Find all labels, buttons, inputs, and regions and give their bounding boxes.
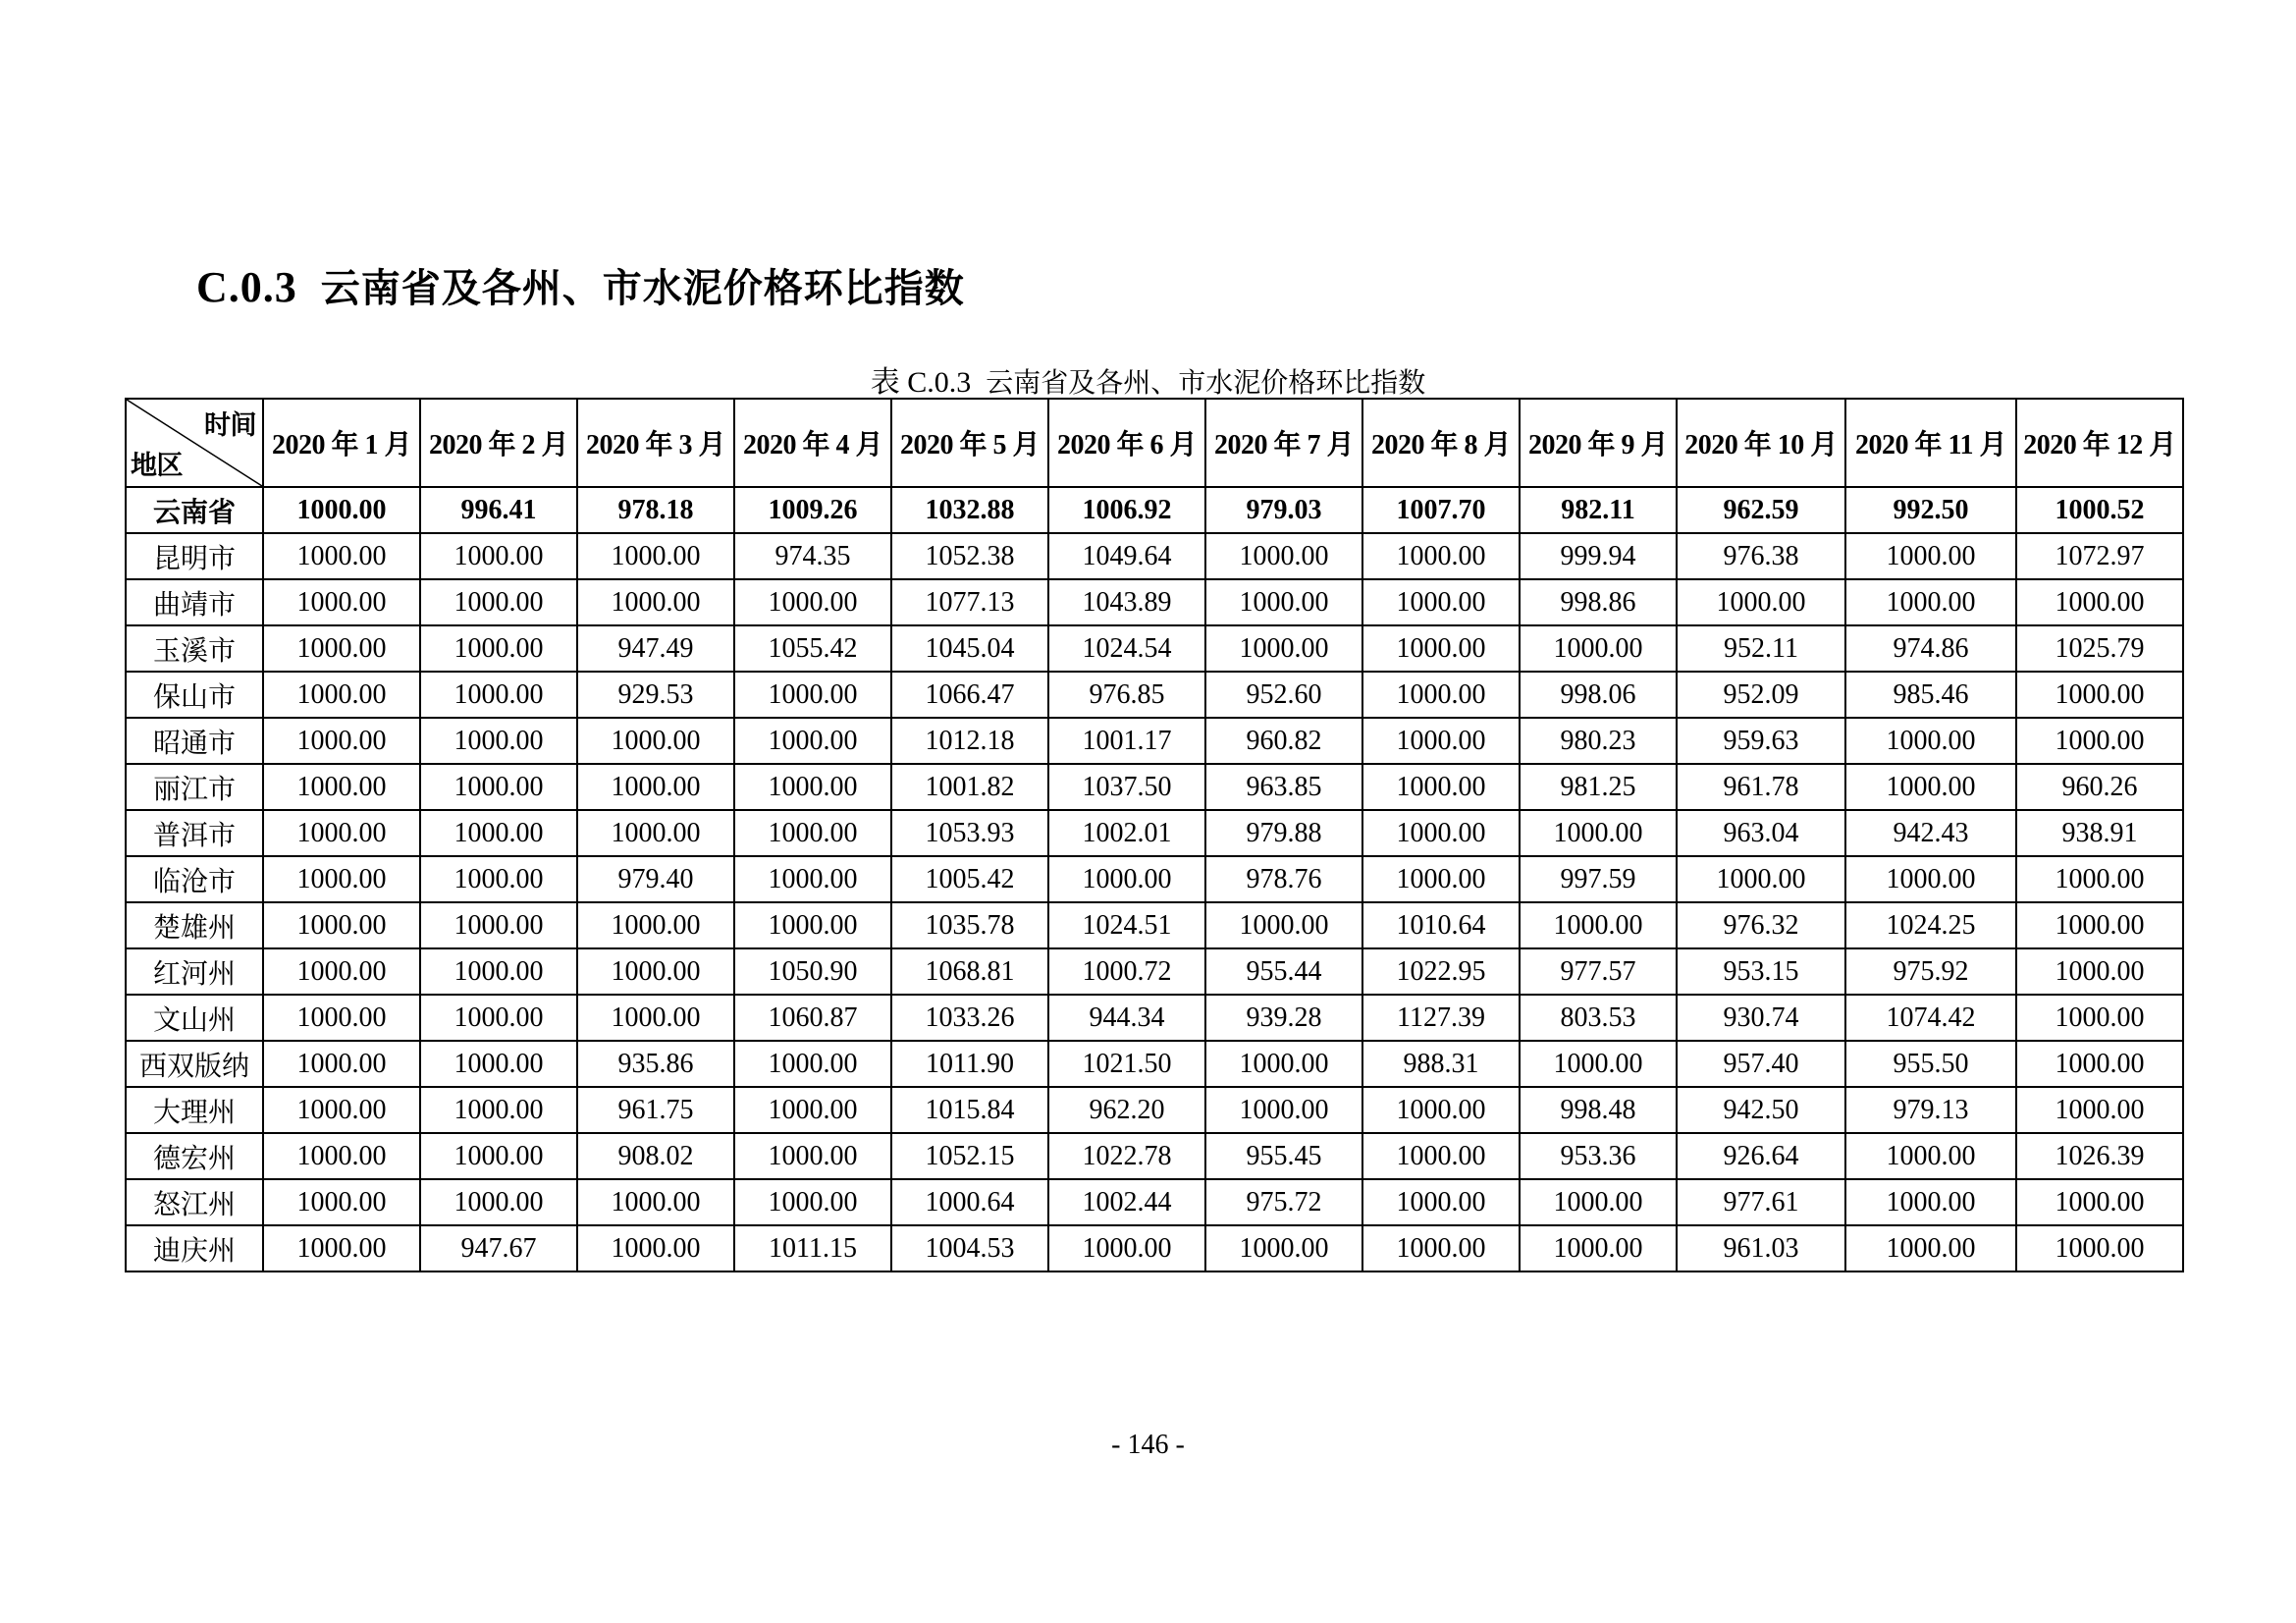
corner-time-label: 时间 [204, 410, 256, 441]
column-header: 2020 年 9 月 [1520, 399, 1677, 487]
index-value-cell: 1000.00 [577, 533, 734, 579]
index-value-cell: 996.41 [420, 487, 577, 533]
index-value-cell: 1000.00 [1845, 579, 2016, 625]
index-value-cell: 952.60 [1205, 672, 1362, 718]
index-value-cell: 1000.00 [1845, 718, 2016, 764]
index-value-cell: 998.86 [1520, 579, 1677, 625]
index-value-cell: 953.15 [1677, 948, 1845, 995]
index-value-cell: 1033.26 [891, 995, 1048, 1041]
index-value-cell: 960.82 [1205, 718, 1362, 764]
index-value-cell: 1000.00 [2016, 579, 2183, 625]
index-value-cell: 955.44 [1205, 948, 1362, 995]
section-title: 云南省及各州、市水泥价格环比指数 [320, 266, 965, 311]
index-value-cell: 1000.00 [1362, 718, 1520, 764]
index-value-cell: 1000.00 [1845, 856, 2016, 902]
index-value-cell: 1000.00 [263, 1179, 420, 1225]
index-value-cell: 1000.00 [1205, 625, 1362, 672]
index-value-cell: 1000.00 [420, 948, 577, 995]
index-value-cell: 998.06 [1520, 672, 1677, 718]
table-row [126, 1179, 2183, 1225]
index-value-cell: 1000.00 [420, 1041, 577, 1087]
index-value-cell: 961.03 [1677, 1225, 1845, 1271]
index-value-cell: 997.59 [1520, 856, 1677, 902]
index-value-cell: 1000.00 [2016, 1041, 2183, 1087]
column-header: 2020 年 5 月 [891, 399, 1048, 487]
index-value-cell: 803.53 [1520, 995, 1677, 1041]
index-value-cell: 1000.00 [263, 995, 420, 1041]
region-cell: 曲靖市 [126, 579, 263, 625]
index-value-cell: 1000.00 [1205, 1041, 1362, 1087]
index-value-cell: 942.43 [1845, 810, 2016, 856]
index-value-cell: 1000.00 [263, 1041, 420, 1087]
index-value-cell: 1000.00 [1362, 533, 1520, 579]
index-value-cell: 975.72 [1205, 1179, 1362, 1225]
index-value-cell: 1068.81 [891, 948, 1048, 995]
table-caption-prefix: 表 C.0.3 [870, 366, 972, 399]
index-value-cell: 1010.64 [1362, 902, 1520, 948]
table-row [126, 1133, 2183, 1179]
region-cell: 红河州 [126, 948, 263, 995]
table-row [126, 810, 2183, 856]
index-value-cell: 935.86 [577, 1041, 734, 1087]
index-value-cell: 1000.00 [577, 948, 734, 995]
index-value-cell: 1000.00 [2016, 1225, 2183, 1271]
index-value-cell: 952.11 [1677, 625, 1845, 672]
index-value-cell: 1000.00 [734, 579, 891, 625]
table-row [126, 995, 2183, 1041]
index-value-cell: 1000.00 [577, 718, 734, 764]
index-value-cell: 1015.84 [891, 1087, 1048, 1133]
index-value-cell: 961.75 [577, 1087, 734, 1133]
index-value-cell: 1000.00 [577, 995, 734, 1041]
table-row [126, 948, 2183, 995]
index-value-cell: 1000.00 [1520, 902, 1677, 948]
index-value-cell: 1011.15 [734, 1225, 891, 1271]
index-value-cell: 1000.00 [1845, 1179, 2016, 1225]
index-value-cell: 938.91 [2016, 810, 2183, 856]
index-value-cell: 1000.00 [263, 856, 420, 902]
region-cell: 玉溪市 [126, 625, 263, 672]
index-value-cell: 978.76 [1205, 856, 1362, 902]
index-value-cell: 1000.00 [734, 764, 891, 810]
page-number: - 146 - [1111, 1430, 1185, 1460]
index-value-cell: 959.63 [1677, 718, 1845, 764]
index-value-cell: 977.57 [1520, 948, 1677, 995]
index-value-cell: 1000.00 [1362, 625, 1520, 672]
index-value-cell: 1000.00 [1362, 579, 1520, 625]
index-value-cell: 1000.00 [420, 1087, 577, 1133]
index-value-cell: 1022.95 [1362, 948, 1520, 995]
index-value-cell: 1006.92 [1048, 487, 1205, 533]
index-value-cell: 999.94 [1520, 533, 1677, 579]
index-value-cell: 1000.00 [420, 856, 577, 902]
index-value-cell: 1022.78 [1048, 1133, 1205, 1179]
index-value-cell: 1000.00 [263, 902, 420, 948]
index-value-cell: 1049.64 [1048, 533, 1205, 579]
index-value-cell: 1060.87 [734, 995, 891, 1041]
index-value-cell: 1011.90 [891, 1041, 1048, 1087]
index-value-cell: 1000.00 [2016, 1179, 2183, 1225]
index-value-cell: 998.48 [1520, 1087, 1677, 1133]
index-value-cell: 1012.18 [891, 718, 1048, 764]
column-header: 2020 年 1 月 [263, 399, 420, 487]
column-header: 2020 年 10 月 [1677, 399, 1845, 487]
index-value-cell: 979.03 [1205, 487, 1362, 533]
region-cell: 楚雄州 [126, 902, 263, 948]
index-value-cell: 1000.00 [1362, 1133, 1520, 1179]
index-value-cell: 1000.00 [1845, 533, 2016, 579]
index-value-cell: 1037.50 [1048, 764, 1205, 810]
index-value-cell: 979.88 [1205, 810, 1362, 856]
index-value-cell: 1000.00 [1205, 533, 1362, 579]
index-value-cell: 1000.00 [1845, 1225, 2016, 1271]
index-value-cell: 1000.00 [734, 856, 891, 902]
index-value-cell: 1000.00 [2016, 718, 2183, 764]
index-value-cell: 1000.00 [1362, 1225, 1520, 1271]
region-cell: 怒江州 [126, 1179, 263, 1225]
index-value-cell: 1024.54 [1048, 625, 1205, 672]
index-value-cell: 1077.13 [891, 579, 1048, 625]
column-header: 2020 年 4 月 [734, 399, 891, 487]
index-value-cell: 976.38 [1677, 533, 1845, 579]
index-value-cell: 1000.52 [2016, 487, 2183, 533]
index-value-cell: 957.40 [1677, 1041, 1845, 1087]
price-index-table [125, 398, 2184, 1272]
table-row [126, 533, 2183, 579]
index-value-cell: 1025.79 [2016, 625, 2183, 672]
table-row [126, 1087, 2183, 1133]
index-value-cell: 1000.00 [420, 672, 577, 718]
index-value-cell: 975.92 [1845, 948, 2016, 995]
index-value-cell: 1000.00 [1677, 856, 1845, 902]
index-value-cell: 1000.00 [1205, 579, 1362, 625]
index-value-cell: 1000.00 [1048, 856, 1205, 902]
index-value-cell: 1000.00 [1520, 625, 1677, 672]
index-value-cell: 1000.00 [1845, 764, 2016, 810]
index-value-cell: 1000.00 [2016, 995, 2183, 1041]
region-cell: 西双版纳 [126, 1041, 263, 1087]
region-cell: 德宏州 [126, 1133, 263, 1179]
index-value-cell: 942.50 [1677, 1087, 1845, 1133]
table-row [126, 764, 2183, 810]
index-value-cell: 1000.00 [263, 764, 420, 810]
index-value-cell: 976.32 [1677, 902, 1845, 948]
index-value-cell: 1004.53 [891, 1225, 1048, 1271]
index-value-cell: 1000.00 [2016, 902, 2183, 948]
table-row-province [126, 487, 2183, 533]
index-value-cell: 980.23 [1520, 718, 1677, 764]
index-value-cell: 1000.00 [1205, 1225, 1362, 1271]
index-value-cell: 974.86 [1845, 625, 2016, 672]
index-value-cell: 1000.00 [1205, 902, 1362, 948]
index-value-cell: 1000.00 [1362, 764, 1520, 810]
region-cell: 丽江市 [126, 764, 263, 810]
index-value-cell: 1000.00 [734, 718, 891, 764]
index-value-cell: 1050.90 [734, 948, 891, 995]
index-value-cell: 1000.00 [2016, 1087, 2183, 1133]
index-value-cell: 1024.25 [1845, 902, 2016, 948]
index-value-cell: 1000.00 [420, 810, 577, 856]
index-value-cell: 976.85 [1048, 672, 1205, 718]
index-value-cell: 1000.00 [420, 764, 577, 810]
index-value-cell: 977.61 [1677, 1179, 1845, 1225]
index-value-cell: 1000.00 [1520, 1179, 1677, 1225]
index-value-cell: 929.53 [577, 672, 734, 718]
index-value-cell: 947.49 [577, 625, 734, 672]
table-caption [0, 357, 2296, 401]
index-value-cell: 1007.70 [1362, 487, 1520, 533]
index-value-cell: 961.78 [1677, 764, 1845, 810]
table-body [126, 487, 2183, 1271]
index-value-cell: 1000.00 [263, 533, 420, 579]
corner-header [126, 399, 263, 487]
index-value-cell: 1072.97 [2016, 533, 2183, 579]
index-value-cell: 985.46 [1845, 672, 2016, 718]
column-header: 2020 年 8 月 [1362, 399, 1520, 487]
index-value-cell: 1000.00 [263, 718, 420, 764]
index-value-cell: 1000.72 [1048, 948, 1205, 995]
index-value-cell: 1000.00 [1520, 1225, 1677, 1271]
index-value-cell: 1000.00 [1362, 1179, 1520, 1225]
region-cell: 文山州 [126, 995, 263, 1041]
index-value-cell: 953.36 [1520, 1133, 1677, 1179]
index-value-cell: 1000.00 [263, 672, 420, 718]
index-value-cell: 1002.01 [1048, 810, 1205, 856]
region-cell: 保山市 [126, 672, 263, 718]
column-header: 2020 年 2 月 [420, 399, 577, 487]
index-value-cell: 1000.00 [734, 672, 891, 718]
index-value-cell: 1001.17 [1048, 718, 1205, 764]
index-value-cell: 1000.00 [420, 625, 577, 672]
index-value-cell: 1000.00 [2016, 948, 2183, 995]
column-header: 2020 年 7 月 [1205, 399, 1362, 487]
index-value-cell: 1055.42 [734, 625, 891, 672]
region-cell: 昭通市 [126, 718, 263, 764]
index-value-cell: 1000.00 [263, 1087, 420, 1133]
index-value-cell: 1002.44 [1048, 1179, 1205, 1225]
index-value-cell: 1024.51 [1048, 902, 1205, 948]
index-value-cell: 939.28 [1205, 995, 1362, 1041]
corner-region-label: 地区 [131, 451, 183, 481]
region-cell: 云南省 [126, 487, 263, 533]
section-heading [196, 257, 965, 313]
index-value-cell: 1000.00 [420, 533, 577, 579]
index-value-cell: 1000.00 [734, 1133, 891, 1179]
index-value-cell: 944.34 [1048, 995, 1205, 1041]
index-value-cell: 930.74 [1677, 995, 1845, 1041]
index-value-cell: 1000.00 [420, 1179, 577, 1225]
column-header: 2020 年 11 月 [1845, 399, 2016, 487]
index-value-cell: 947.67 [420, 1225, 577, 1271]
index-value-cell: 1032.88 [891, 487, 1048, 533]
index-value-cell: 1000.00 [263, 948, 420, 995]
index-value-cell: 1000.00 [1845, 1133, 2016, 1179]
index-value-cell: 926.64 [1677, 1133, 1845, 1179]
index-value-cell: 1045.04 [891, 625, 1048, 672]
header-row [126, 399, 2183, 487]
index-value-cell: 1000.00 [1362, 856, 1520, 902]
index-value-cell: 981.25 [1520, 764, 1677, 810]
index-value-cell: 1127.39 [1362, 995, 1520, 1041]
index-value-cell: 1001.82 [891, 764, 1048, 810]
index-value-cell: 1053.93 [891, 810, 1048, 856]
index-value-cell: 1000.00 [577, 1179, 734, 1225]
table-row [126, 672, 2183, 718]
index-value-cell: 1000.00 [420, 579, 577, 625]
index-value-cell: 1000.00 [1362, 810, 1520, 856]
index-value-cell: 1000.00 [734, 1179, 891, 1225]
index-value-cell: 988.31 [1362, 1041, 1520, 1087]
index-value-cell: 1052.15 [891, 1133, 1048, 1179]
index-value-cell: 1000.00 [734, 1087, 891, 1133]
index-value-cell: 1000.00 [420, 995, 577, 1041]
index-value-cell: 1000.00 [1520, 810, 1677, 856]
table-caption-text: 云南省及各州、市水泥价格环比指数 [986, 366, 1426, 399]
table-row [126, 1041, 2183, 1087]
column-header: 2020 年 12 月 [2016, 399, 2183, 487]
region-cell: 昆明市 [126, 533, 263, 579]
index-value-cell: 1000.00 [263, 487, 420, 533]
index-value-cell: 1000.00 [1520, 1041, 1677, 1087]
index-value-cell: 952.09 [1677, 672, 1845, 718]
table-row [126, 625, 2183, 672]
table-row [126, 579, 2183, 625]
index-value-cell: 1000.00 [1048, 1225, 1205, 1271]
index-value-cell: 960.26 [2016, 764, 2183, 810]
index-value-cell: 1000.00 [577, 764, 734, 810]
index-value-cell: 974.35 [734, 533, 891, 579]
index-value-cell: 1000.00 [263, 1225, 420, 1271]
index-value-cell: 1035.78 [891, 902, 1048, 948]
table-row [126, 718, 2183, 764]
index-value-cell: 955.45 [1205, 1133, 1362, 1179]
index-value-cell: 1052.38 [891, 533, 1048, 579]
index-value-cell: 1000.00 [420, 718, 577, 764]
index-value-cell: 1000.00 [734, 1041, 891, 1087]
index-value-cell: 1000.00 [1362, 672, 1520, 718]
index-value-cell: 1000.64 [891, 1179, 1048, 1225]
index-value-cell: 979.40 [577, 856, 734, 902]
index-value-cell: 1000.00 [263, 810, 420, 856]
index-value-cell: 963.85 [1205, 764, 1362, 810]
index-value-cell: 1043.89 [1048, 579, 1205, 625]
index-value-cell: 1000.00 [2016, 672, 2183, 718]
index-value-cell: 1000.00 [2016, 856, 2183, 902]
region-cell: 临沧市 [126, 856, 263, 902]
index-value-cell: 955.50 [1845, 1041, 2016, 1087]
region-cell: 大理州 [126, 1087, 263, 1133]
index-value-cell: 1026.39 [2016, 1133, 2183, 1179]
index-value-cell: 1074.42 [1845, 995, 2016, 1041]
index-value-cell: 982.11 [1520, 487, 1677, 533]
index-value-cell: 1000.00 [577, 902, 734, 948]
index-value-cell: 1000.00 [1677, 579, 1845, 625]
index-value-cell: 1000.00 [577, 1225, 734, 1271]
index-value-cell: 1009.26 [734, 487, 891, 533]
index-value-cell: 1000.00 [263, 625, 420, 672]
index-value-cell: 992.50 [1845, 487, 2016, 533]
index-value-cell: 1066.47 [891, 672, 1048, 718]
region-cell: 迪庆州 [126, 1225, 263, 1271]
index-value-cell: 978.18 [577, 487, 734, 533]
index-value-cell: 963.04 [1677, 810, 1845, 856]
column-header: 2020 年 3 月 [577, 399, 734, 487]
index-value-cell: 1000.00 [577, 579, 734, 625]
index-value-cell: 1005.42 [891, 856, 1048, 902]
index-value-cell: 1000.00 [263, 579, 420, 625]
index-value-cell: 1000.00 [420, 902, 577, 948]
index-value-cell: 962.59 [1677, 487, 1845, 533]
index-value-cell: 962.20 [1048, 1087, 1205, 1133]
index-value-cell: 1000.00 [734, 902, 891, 948]
index-value-cell: 1000.00 [1205, 1087, 1362, 1133]
region-cell: 普洱市 [126, 810, 263, 856]
index-value-cell: 908.02 [577, 1133, 734, 1179]
table-row [126, 902, 2183, 948]
index-value-cell: 1000.00 [577, 810, 734, 856]
section-code: C.0.3 [196, 263, 297, 311]
column-header: 2020 年 6 月 [1048, 399, 1205, 487]
index-value-cell: 1000.00 [263, 1133, 420, 1179]
table-row [126, 1225, 2183, 1271]
index-value-cell: 1000.00 [1362, 1087, 1520, 1133]
index-value-cell: 1000.00 [420, 1133, 577, 1179]
index-value-cell: 1021.50 [1048, 1041, 1205, 1087]
index-value-cell: 979.13 [1845, 1087, 2016, 1133]
table-row [126, 856, 2183, 902]
index-value-cell: 1000.00 [734, 810, 891, 856]
